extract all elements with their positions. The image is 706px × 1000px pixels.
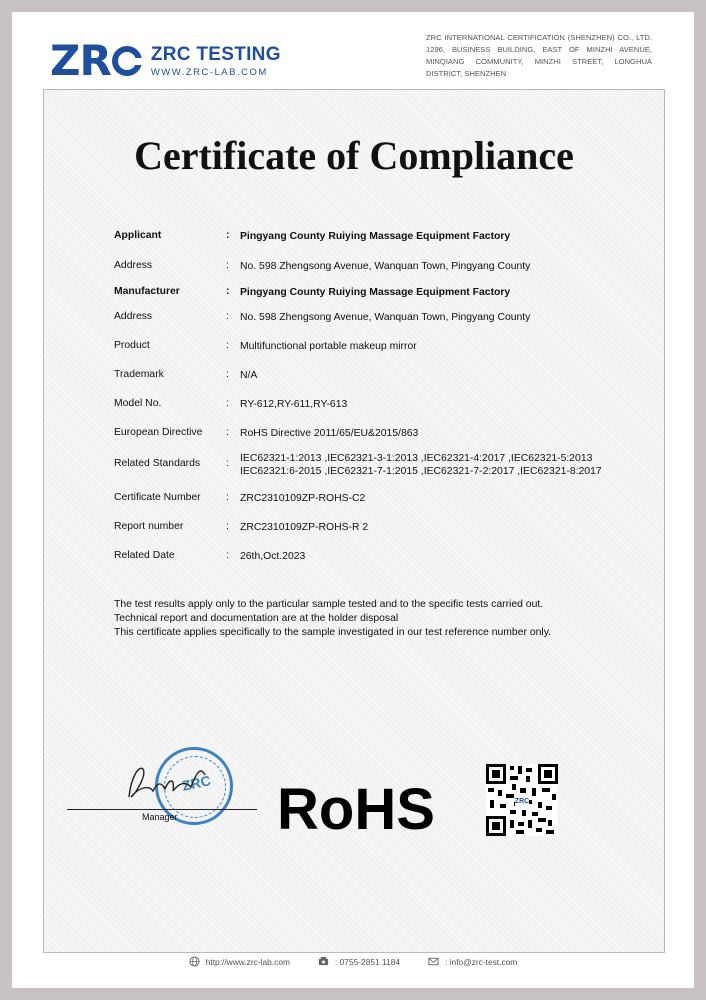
field-value: N/A xyxy=(240,370,258,381)
certificate-title: Certificate of Compliance xyxy=(134,133,574,178)
phone-text: : 0755-2851 1184 xyxy=(334,956,401,967)
field-colon: : xyxy=(226,230,230,241)
mail-icon xyxy=(428,956,439,967)
compliance-notes xyxy=(114,598,551,640)
field-value: 26th,Oct.2023 xyxy=(240,551,306,562)
field-value: IEC62321-1:2013 ,IEC62321-3-1:2013 ,IEC62321-4:2017 ,IEC62321-5:2013 IEC62321:6-2015 ,IEC62321-7-1:2015 ,IEC62321-7-2:2017 ,IEC62321-8:2017 xyxy=(240,453,602,477)
field-colon: : xyxy=(226,521,229,532)
field-value: ZRC2310109ZP-ROHS-R 2 xyxy=(240,522,369,533)
field-colon: : xyxy=(226,369,229,380)
field-certificate-number xyxy=(114,492,640,505)
field-model-no xyxy=(114,398,640,411)
field-value: RY-612,RY-611,RY-613 xyxy=(240,399,348,410)
field-related-date xyxy=(114,550,640,563)
field-label: Report number xyxy=(114,521,184,532)
field-european-directive xyxy=(114,427,640,440)
footer-phone xyxy=(318,956,400,967)
field-label: Product xyxy=(114,340,150,351)
field-colon: : xyxy=(226,260,229,271)
field-value: Pingyang County Ruiying Massage Equipment Factory xyxy=(240,287,511,298)
signature-line xyxy=(67,809,257,810)
website-text: http://www.zrc-lab.com xyxy=(205,956,290,967)
signatory-role: Manager xyxy=(142,812,178,822)
note-line: This certificate applies specifically to the sample investigated in our test reference number only. xyxy=(114,627,552,638)
field-label: Related Standards xyxy=(114,458,201,469)
field-colon: : xyxy=(226,427,229,438)
field-value: No. 598 Zhengsong Avenue, Wanquan Town, Pingyang County xyxy=(240,312,531,323)
field-manufacturer xyxy=(114,286,640,299)
field-colon: : xyxy=(226,458,229,469)
logo-brand xyxy=(151,44,281,78)
logo-ring-icon xyxy=(112,46,142,76)
field-value: Multifunctional portable makeup mirror xyxy=(240,341,417,352)
field-applicant xyxy=(114,230,640,243)
logo-mark: Z R xyxy=(50,36,143,85)
field-label: Model No. xyxy=(114,398,162,409)
field-manufacturer-address xyxy=(114,311,640,324)
field-colon: : xyxy=(226,340,229,351)
field-label: Trademark xyxy=(114,369,164,380)
field-colon: : xyxy=(226,492,229,503)
field-value: RoHS Directive 2011/65/EU&2015/863 xyxy=(240,428,419,439)
email-text: : info@zrc-test.com xyxy=(445,956,518,967)
field-label: Certificate Number xyxy=(114,492,201,503)
signature-scribble xyxy=(109,757,229,807)
field-label: Manufacturer xyxy=(114,286,180,297)
phone-icon xyxy=(318,956,329,967)
field-colon: : xyxy=(226,286,230,297)
field-colon: : xyxy=(226,550,229,561)
brand-url: WWW.ZRC-LAB.COM xyxy=(150,66,268,78)
note-line: Technical report and documentation are at the holder disposal xyxy=(114,613,399,624)
zrc-logo xyxy=(50,36,281,85)
field-report-number xyxy=(114,521,640,534)
field-value: ZRC2310109ZP-ROHS-C2 xyxy=(240,493,366,504)
field-label: Address xyxy=(114,260,153,271)
brand-name: ZRC TESTING xyxy=(150,43,281,65)
rohs-mark: RoHS xyxy=(277,777,435,842)
qr-code-icon xyxy=(486,764,558,836)
field-label: Address xyxy=(114,311,153,322)
field-colon: : xyxy=(226,311,229,322)
field-trademark xyxy=(114,369,640,382)
field-related-standards xyxy=(114,452,620,478)
field-value: No. 598 Zhengsong Avenue, Wanquan Town, Pingyang County xyxy=(240,261,531,272)
field-label: Related Date xyxy=(114,550,175,561)
field-label: Applicant xyxy=(114,230,162,241)
svg-text:ZRC: ZRC xyxy=(514,798,530,805)
field-colon: : xyxy=(226,398,229,409)
note-line: The test results apply only to the particular sample tested and to the specific tests carried out. xyxy=(114,599,544,610)
field-value: Pingyang County Ruiying Massage Equipment Factory xyxy=(240,231,511,242)
field-product xyxy=(114,340,640,353)
stamp-text: ZRC xyxy=(180,772,213,794)
footer xyxy=(12,956,694,967)
field-label: European Directive xyxy=(114,427,203,438)
globe-icon xyxy=(189,956,200,967)
footer-email[interactable] xyxy=(428,956,517,967)
certificate-sheet xyxy=(12,12,694,988)
footer-website[interactable] xyxy=(189,956,290,967)
field-applicant-address xyxy=(114,260,640,273)
company-address: ZRC INTERNATIONAL CERTIFICATION (SHENZHEN) CO., LTD. 1296, BUSINESS BUILDING, EAST OF MINZHI AVENUE, MINQIANG COMMUNITY, MINZHI STREET, LONGHUA DISTRICT, SHENZHEN xyxy=(426,33,652,78)
